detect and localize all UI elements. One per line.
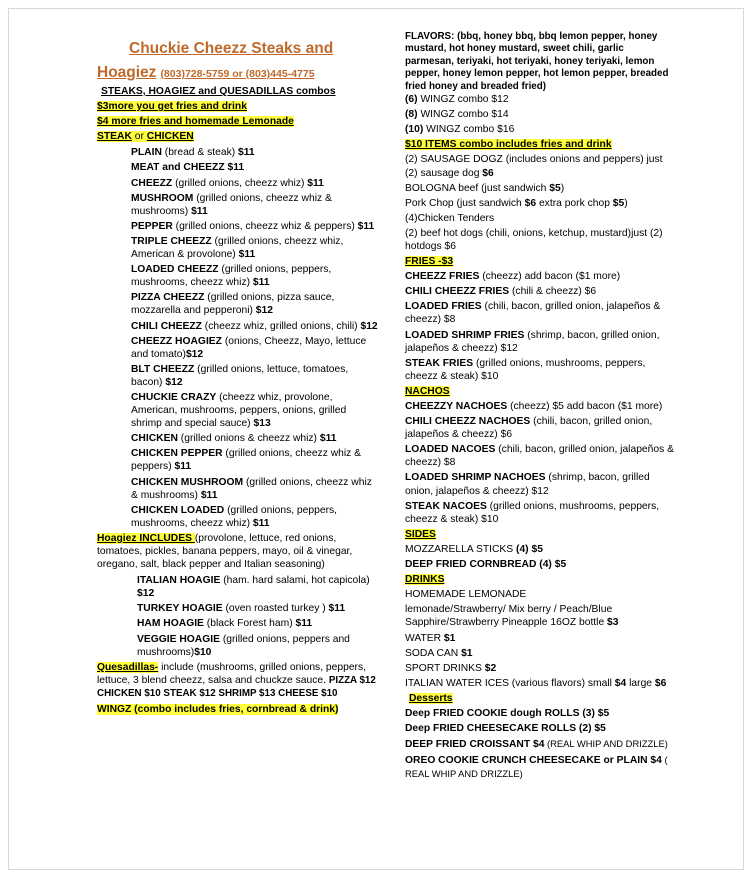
- left-column: [97, 9, 379, 718]
- ten-items-heading: $10 ITEMS combo includes fries and drink: [405, 139, 612, 151]
- item-desc: (grilled onions, cheezz whiz & mushrooms): [131, 192, 332, 217]
- item-name: LOADED SHRIMP NACHOES: [405, 472, 546, 484]
- item-name: MUSHROOM: [131, 192, 194, 204]
- combo-label: WINGZ combo: [423, 124, 498, 136]
- menu-item: [405, 415, 675, 441]
- item-desc: (grilled onions, mushrooms, peppers, cheezz & steak) $10: [405, 500, 660, 525]
- item-name: PIZZA CHEEZZ: [131, 292, 205, 304]
- menu-item: [131, 476, 379, 502]
- item-text: SPORT DRINKS: [405, 662, 485, 674]
- item-price: $11: [174, 461, 192, 473]
- ten-item: [405, 227, 675, 253]
- nachos-heading: NACHOS: [405, 385, 450, 397]
- item-name: LOADED NACOES: [405, 444, 496, 456]
- item-desc: (grilled onions, peppers and mushrooms): [137, 633, 350, 658]
- menu-item: [405, 300, 675, 326]
- item-tail-2: ): [624, 197, 628, 209]
- ten-item: [405, 153, 675, 179]
- item-desc: (grilled onions, lettuce, tomatoes, bacon): [131, 363, 349, 388]
- item-name: TRIPLE CHEEZZ: [131, 235, 212, 247]
- quesadillas-section: Quesadillas- include (mushrooms, grilled onions, peppers, lettuce, 3 blend cheezz, salsa and chuckze sauce. PIZZA $12 CHICKEN $10 STEAK $12 SHRIMP $13 CHEESE $10: [97, 661, 376, 699]
- steak-chicken-heading: STEAK or CHICKEN: [97, 131, 194, 143]
- item-name: BLT CHEEZZ: [131, 363, 195, 375]
- menu-page: [8, 8, 744, 870]
- ten-item: [405, 212, 675, 225]
- item-name: HAM HOAGIE: [137, 618, 204, 630]
- item-price: $5: [549, 182, 561, 194]
- dessert-item: [405, 753, 675, 781]
- item-text: (2) beef hot dogs (chili, onions, ketchup, mustard)just (2) hotdogs $6: [405, 227, 663, 252]
- menu-item: [137, 574, 379, 600]
- menu-item: [405, 285, 675, 298]
- item-desc: (bread & steak): [161, 147, 239, 159]
- item-name: MOZZARELLA STICKS: [405, 543, 514, 555]
- combo-count: (6): [405, 94, 418, 106]
- item-price: (4) $5: [513, 543, 543, 555]
- item-name: CHICKEN PEPPER: [131, 448, 223, 460]
- desserts-list: [405, 707, 675, 781]
- item-name: STEAK FRIES: [405, 357, 474, 369]
- item-tail: (REAL WHIP AND DRIZZLE): [544, 738, 668, 750]
- item-name: CHICKEN: [131, 433, 178, 445]
- item-price: $11: [191, 205, 208, 217]
- item-name: CHILI CHEEZZ: [131, 320, 202, 332]
- menu-item: [405, 357, 675, 383]
- steak-list: [97, 146, 379, 530]
- wingz-heading: WINGZ (combo includes fries, cornbread & drink): [97, 704, 339, 716]
- item-tail: large: [626, 677, 655, 689]
- item-desc: (cheezz whiz, provolone, American, mushrooms, peppers, onions, grilled shrimp and special sauce): [131, 391, 347, 430]
- item-desc: (grilled onions & cheezz whiz): [177, 433, 320, 445]
- item-text: SODA CAN: [405, 647, 462, 659]
- item-price: (4) $5: [536, 559, 567, 571]
- item-desc: (grilled onions, cheezz whiz & peppers): [131, 448, 362, 473]
- item-price: $11: [227, 162, 245, 174]
- item-name: CHEEZZ FRIES: [405, 271, 480, 283]
- item-desc: (grilled onions, cheezz whiz): [172, 177, 308, 189]
- item-name: CHICKEN MUSHROOM: [131, 476, 244, 488]
- item-name: CHILI CHEEZZ NACHOES: [405, 416, 531, 428]
- drink-item: [405, 647, 675, 660]
- menu-item: [405, 400, 675, 413]
- item-desc: (grilled onions, mushrooms, peppers, cheezz & steak) $10: [405, 357, 646, 382]
- menu-item: [137, 602, 379, 615]
- item-name: Deep FRIED CHEESECAKE ROLLS (2) $5: [405, 723, 606, 735]
- item-desc: (ham. hard salami, hot capicola): [220, 575, 370, 587]
- wingz-combo-list: [405, 93, 675, 136]
- item-name: VEGGIE HOAGIE: [137, 633, 220, 645]
- item-desc: (oven roasted turkey ): [222, 603, 329, 615]
- item-price: $6: [482, 167, 494, 179]
- item-name: CHEEZZ: [131, 177, 173, 189]
- title-phone-row: [97, 63, 379, 83]
- menu-item: [131, 220, 379, 233]
- menu-item: [131, 447, 379, 473]
- item-desc: (chili & cheezz) $6: [509, 286, 597, 298]
- item-price: $11: [252, 517, 270, 529]
- menu-item: [131, 504, 379, 530]
- item-price: $12: [185, 348, 204, 360]
- side-item: [405, 543, 675, 556]
- item-desc: (cheezz) add bacon ($1 more): [479, 271, 621, 283]
- item-text: ITALIAN WATER ICES (various flavors) small: [405, 677, 615, 689]
- drinks-heading: DRINKS: [405, 574, 445, 586]
- item-price: $2: [484, 662, 497, 674]
- combos-heading: STEAKS, HOAGIEZ and QUESADILLAS combos: [101, 86, 336, 97]
- item-desc: (chili, bacon, grilled onion, jalapeños & cheezz) $8: [405, 301, 661, 326]
- item-desc: (grilled onions, cheezz whiz, American & provolone): [131, 235, 344, 261]
- drink-item: [405, 588, 675, 601]
- item-price: $11: [307, 177, 324, 189]
- menu-item: [137, 617, 379, 630]
- menu-item: [405, 500, 675, 526]
- menu-item: [131, 161, 379, 174]
- sides-list: [405, 543, 675, 571]
- wingz-combo: [405, 108, 675, 121]
- fries-list: [405, 270, 675, 383]
- item-name: LOADED CHEEZZ: [131, 264, 219, 276]
- menu-item: [131, 177, 379, 190]
- item-text: HOMEMADE LEMONADE: [405, 589, 527, 601]
- restaurant-title: Chuckie Cheezz Steaks and: [129, 40, 334, 57]
- fries-heading: FRIES -$3: [405, 256, 454, 268]
- item-price: $4: [614, 677, 627, 689]
- restaurant-title-line2: Hoagiez: [97, 64, 157, 81]
- menu-item: [131, 291, 379, 317]
- item-name: CHILI CHEEZZ FRIES: [405, 286, 510, 298]
- menu-item: [405, 443, 675, 469]
- item-price-2: $5: [612, 197, 625, 209]
- menu-item: [131, 146, 379, 159]
- hoagiez-includes: Hoagiez INCLUDES (provolone, lettuce, red onions, tomatoes, pickles, banana peppers, mayo, oil & vinegar, oregano, salt, black pepper and Italian seasoning): [97, 532, 353, 571]
- item-text: Pork Chop (just sandwich: [405, 197, 525, 209]
- item-desc: (chili, bacon, grilled onion, jalapeños & cheezz) $8: [405, 444, 674, 469]
- item-text: BOLOGNA beef (just sandwich: [405, 182, 550, 194]
- combo-price: $16: [497, 124, 515, 136]
- menu-item: [131, 235, 379, 261]
- item-price: $11: [357, 220, 375, 232]
- item-price: $3: [607, 617, 619, 629]
- item-name: TURKEY HOAGIE: [137, 603, 223, 615]
- combo-count: (10): [405, 124, 424, 136]
- item-price: $12: [360, 320, 378, 332]
- item-name: LOADED SHRIMP FRIES: [405, 329, 525, 341]
- ten-items-list: [405, 153, 675, 253]
- item-name: PLAIN: [131, 147, 162, 159]
- drinks-list: [405, 588, 675, 690]
- item-name: CHUCKIE CRAZY: [131, 391, 217, 403]
- item-name: MEAT and CHEEZZ: [131, 162, 225, 174]
- nachos-list: [405, 400, 675, 526]
- menu-item: [131, 391, 379, 430]
- item-name: STEAK NACOES: [405, 500, 487, 512]
- item-text: lemonade/Strawberry/ Mix berry / Peach/Blue Sapphire/Strawberry Pineapple 16OZ bottle: [405, 604, 613, 629]
- menu-item: [131, 192, 379, 218]
- wingz-flavors: FLAVORS: (bbq, honey bbq, bbq lemon pepper, honey mustard, hot honey mustard, sweet chili, garlic parmesan, teriyaki, hot teriyaki, honey teriyaki, lemon pepper, honey lemon pepper, hot lemon pepper, breaded fried honey and breaded fried): [405, 31, 669, 92]
- item-name: CHICKEN LOADED: [131, 504, 225, 516]
- item-price: $12: [165, 376, 183, 388]
- item-desc: (grilled onions, pizza sauce, mozzarella and pepperoni): [131, 292, 335, 317]
- item-price: $12: [255, 305, 273, 317]
- item-name: LOADED FRIES: [405, 301, 482, 313]
- wingz-combo: [405, 123, 675, 136]
- item-name: Deep FRIED COOKIE dough ROLLS (3) $5: [405, 707, 610, 719]
- side-item: [405, 558, 675, 571]
- item-price: $11: [238, 249, 256, 261]
- combo-label: WINGZ combo: [417, 94, 492, 106]
- sides-heading: SIDES: [405, 528, 436, 540]
- item-desc: (grilled onions, cheezz whiz & mushrooms): [131, 476, 372, 501]
- combo-lemonade-note: $4 more fries and homemade Lemonade: [97, 116, 294, 128]
- right-column: [405, 9, 675, 783]
- ten-item: [405, 182, 675, 195]
- item-name: CHEEZZY NACHOES: [405, 401, 508, 412]
- item-name: DEEP FRIED CROISSANT $4: [405, 739, 545, 751]
- menu-item: [131, 363, 379, 389]
- drink-item: [405, 603, 675, 629]
- item-desc: (grilled onions, peppers, mushrooms, cheezz whiz): [131, 264, 332, 289]
- hoagie-list: [97, 574, 379, 659]
- dessert-item: [405, 707, 675, 720]
- item-text: (2) SAUSAGE DOGZ (includes onions and peppers) just (2) sausage dog: [405, 154, 663, 179]
- item-price: $10: [194, 646, 212, 658]
- combo-price: $14: [491, 109, 509, 121]
- dessert-item: [405, 722, 675, 735]
- item-price: $6: [524, 197, 537, 209]
- item-desc: (onions, Cheezz, Mayo, lettuce and tomato): [131, 335, 367, 360]
- phone-numbers: (803)728-5759 or (803)445-4775: [160, 68, 315, 80]
- item-tail: ): [560, 182, 565, 194]
- item-name: OREO COOKIE CRUNCH CHEESECAKE or PLAIN $4: [405, 755, 662, 767]
- combo-fries-note: $3more you get fries and drink: [97, 101, 247, 113]
- menu-item: [405, 329, 675, 355]
- menu-item: [137, 633, 379, 659]
- item-price: $11: [328, 603, 346, 615]
- item-price: $11: [295, 618, 313, 630]
- item-tail: ( REAL WHIP AND DRIZZLE): [405, 754, 668, 780]
- item-desc: (shrimp, bacon, grilled onion, jalapeños & cheezz) $12: [405, 329, 660, 354]
- item-desc: (grilled onions, cheezz whiz & peppers): [172, 220, 358, 232]
- item-name: CHEEZZ HOAGIEZ: [131, 335, 222, 347]
- item-desc: (black Forest ham): [203, 618, 296, 630]
- item-name: DEEP FRIED CORNBREAD: [405, 559, 537, 571]
- menu-item: [131, 335, 379, 361]
- desserts-heading: Desserts: [409, 692, 453, 704]
- combo-count: (8): [405, 109, 418, 121]
- drink-item: [405, 632, 675, 645]
- wingz-combo: [405, 93, 675, 106]
- menu-item: [405, 471, 675, 497]
- item-price: $11: [319, 433, 337, 445]
- item-price: $13: [253, 418, 271, 430]
- combo-label: WINGZ combo: [417, 109, 492, 121]
- item-price: $11: [252, 277, 270, 289]
- item-text: WATER: [405, 632, 444, 644]
- item-name: ITALIAN HOAGIE: [137, 575, 221, 587]
- menu-item: [405, 270, 675, 283]
- drink-item: [405, 662, 675, 675]
- item-price: $1: [461, 647, 473, 659]
- item-desc: (chili, bacon, grilled onion, jalapeños & cheezz) $6: [405, 416, 653, 441]
- dessert-item: [405, 737, 675, 751]
- item-price: $1: [443, 632, 456, 644]
- item-price: $11: [200, 489, 218, 501]
- item-name: PEPPER: [131, 220, 173, 232]
- item-desc: (shrimp, bacon, grilled onion, jalapeños & cheezz) $12: [405, 472, 650, 497]
- item-desc: (grilled onions, peppers, mushrooms, cheezz whiz): [131, 504, 338, 529]
- menu-item: [131, 320, 379, 333]
- menu-item: [131, 432, 379, 445]
- item-price-2: $6: [654, 677, 667, 689]
- item-tail: extra pork chop: [536, 197, 613, 209]
- drink-item: [405, 677, 675, 690]
- item-price: $11: [238, 147, 255, 159]
- item-price: $12: [137, 588, 155, 600]
- ten-item: [405, 197, 675, 210]
- item-desc: (cheezz) $5 add bacon ($1 more): [507, 401, 663, 412]
- combo-price: $12: [491, 94, 509, 106]
- menu-item: [131, 263, 379, 289]
- item-text: (4)Chicken Tenders: [405, 212, 495, 224]
- item-desc: (cheezz whiz, grilled onions, chili): [201, 320, 361, 332]
